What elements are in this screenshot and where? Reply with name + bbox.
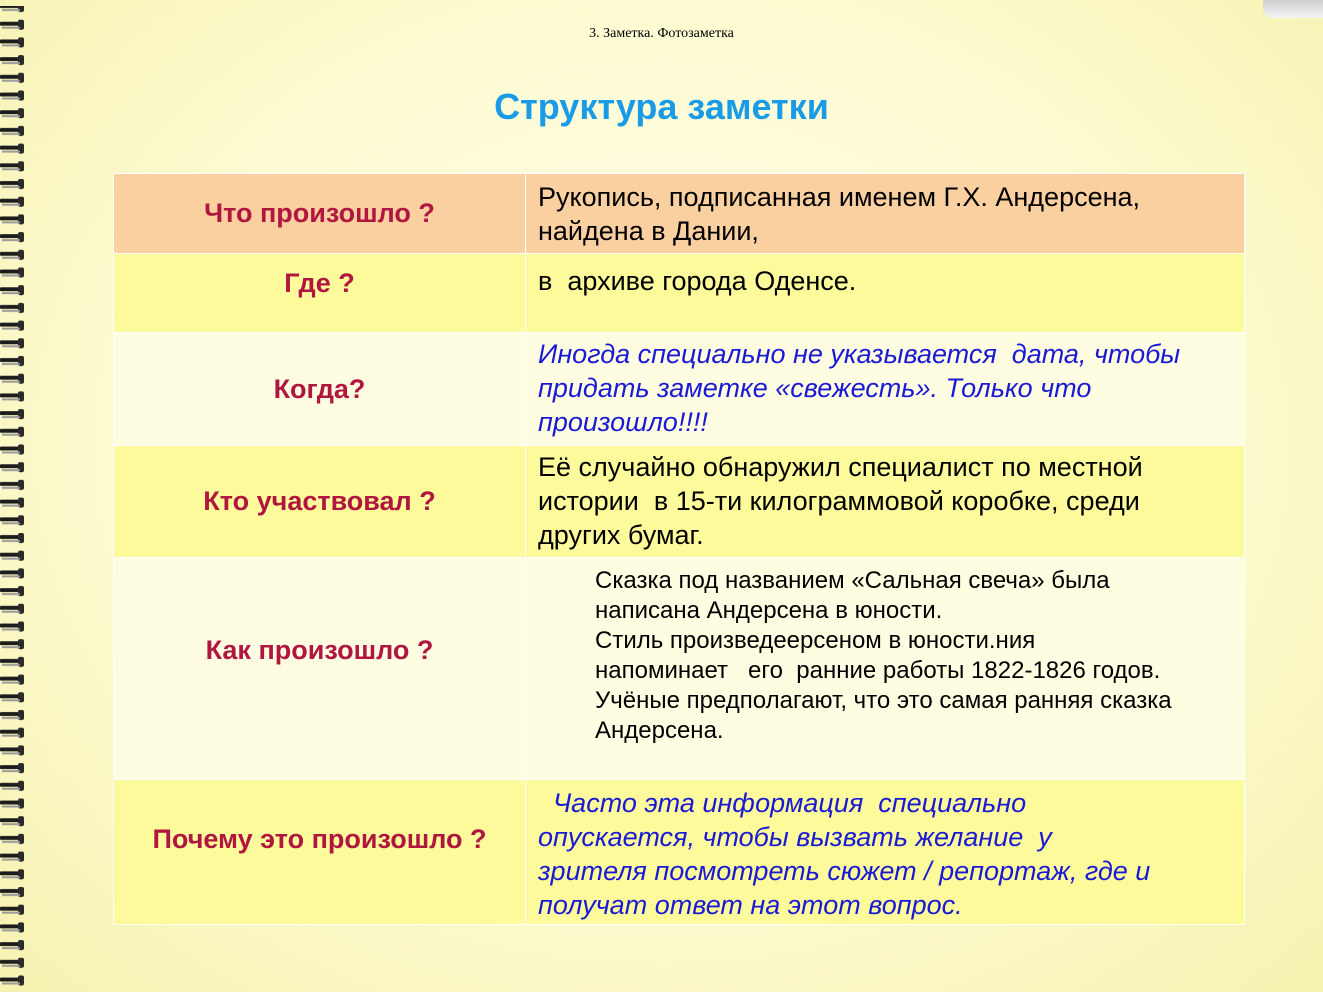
table-row-who [114, 446, 1245, 558]
answer-line: получат ответ на этот вопрос. [538, 890, 963, 920]
table-row-why [114, 780, 1245, 925]
answer-line: других бумаг. [538, 520, 704, 550]
section-label: 3. Заметка. Фотозаметка [589, 26, 734, 41]
answer-line: Андерсена. [595, 717, 724, 744]
notebook-spiral-binding [0, 0, 34, 992]
question-how: Как произошло ? [114, 558, 526, 780]
answer-what [526, 174, 1245, 254]
answer-line: произошло!!!! [538, 407, 708, 437]
answer-when [526, 333, 1245, 446]
answer-line: Стиль произведеерсеном в юности.ния [595, 627, 1036, 654]
answer-who [526, 446, 1245, 558]
answer-why [526, 780, 1245, 925]
answer-line: Сказка под названием «Сальная свеча» была [595, 567, 1110, 594]
table-row-what [114, 174, 1245, 254]
question-where: Где ? [114, 254, 526, 333]
answer-line: Часто эта информация специально [538, 788, 1027, 818]
table-row-where [114, 254, 1245, 333]
question-what: Что произошло ? [114, 174, 526, 254]
page-corner-fold [1263, 0, 1323, 18]
answer-line: опускается, чтобы вызвать желание у [538, 822, 1052, 852]
table-row-how [114, 558, 1245, 780]
answer-line: Её случайно обнаружил специалист по местной [538, 452, 1143, 482]
answer-line: напоминает его ранние работы 1822-1826 годов. [595, 657, 1161, 684]
answer-line: зрителя посмотреть сюжет / репортаж, где и [538, 856, 1151, 886]
question-why: Почему это произошло ? [114, 780, 526, 925]
answer-line: придать заметке «свежесть». Только что [538, 373, 1092, 403]
answer-line: истории в 15-ти килограммовой коробке, среди [538, 486, 1140, 516]
question-who: Кто участвовал ? [114, 446, 526, 558]
answer-where [526, 254, 1245, 333]
answer-line: написана Андерсена в юности. [595, 597, 943, 624]
question-when: Когда? [114, 333, 526, 446]
table-row-when [114, 333, 1245, 446]
page-title: Структура заметки [494, 86, 829, 127]
answer-line: в архиве города Оденсе. [538, 266, 857, 296]
note-structure-table [113, 173, 1245, 925]
answer-line: Учёные предполагают, что это самая ранняя сказка [595, 687, 1172, 714]
answer-line: найдена в Дании, [538, 216, 759, 246]
answer-how [526, 558, 1245, 780]
answer-line: Иногда специально не указывается дата, чтобы [538, 339, 1181, 369]
answer-line: Рукопись, подписанная именем Г.Х. Андерсена, [538, 182, 1141, 212]
